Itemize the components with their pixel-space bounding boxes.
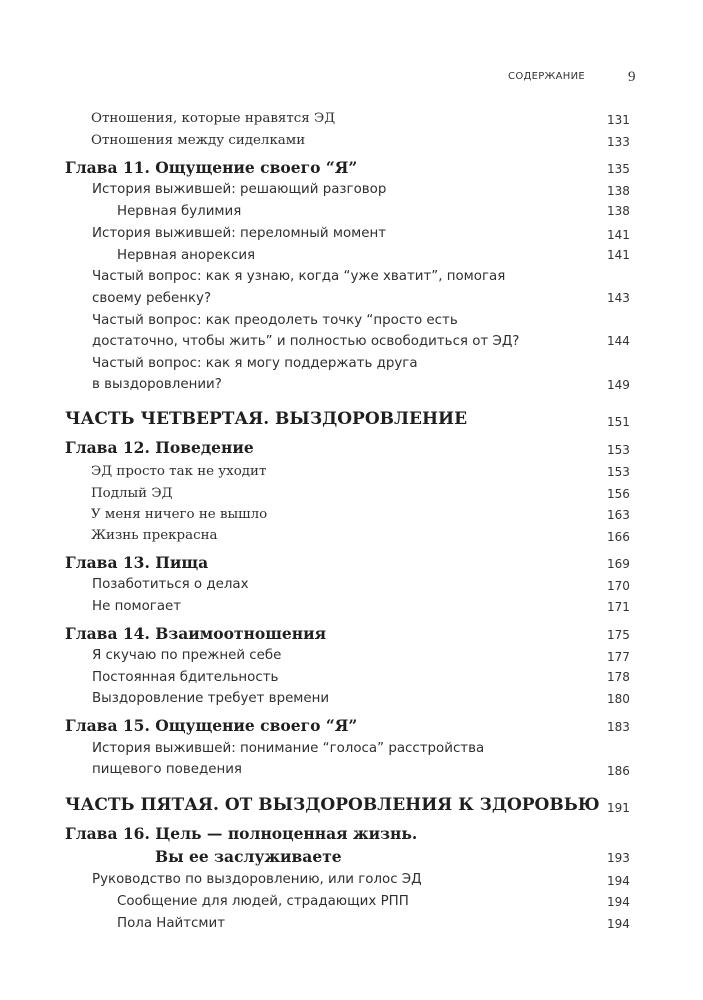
toc-subentry — [0, 204, 703, 226]
toc-entry-title: Частый вопрос: как преодолеть точку “просто есть — [92, 313, 458, 328]
toc-entry-title: достаточно, чтобы жить” и полностью освободиться от ЭД? — [92, 334, 520, 349]
toc-entry-page: 141 — [607, 228, 630, 242]
toc-entry — [0, 356, 703, 378]
toc-entry — [0, 291, 703, 313]
toc-entry-title: Нервная булимия — [117, 204, 242, 219]
toc-entry — [0, 599, 703, 621]
toc-entry-page: 141 — [607, 248, 630, 262]
toc-entry-title: Частый вопрос: как я узнаю, когда “уже хватит”, помогая — [92, 269, 506, 284]
toc-subentry — [0, 894, 703, 916]
toc-entry — [0, 648, 703, 670]
toc-entry-title: своему ребенку? — [92, 291, 212, 306]
toc-entry-title: Постоянная бдительность — [92, 670, 279, 685]
toc-part-title: ЧАСТЬ ПЯТАЯ. ОТ ВЫЗДОРОВЛЕНИЯ К ЗДОРОВЬЮ — [65, 795, 600, 815]
page-number: 9 — [628, 69, 636, 85]
toc-entry-title: Не помогает — [92, 599, 182, 614]
toc-entry-title: Сообщение для людей, страдающих РПП — [117, 894, 409, 909]
toc-chapter — [0, 624, 703, 646]
toc-entry-page: 186 — [607, 764, 630, 778]
toc-entry-page: 193 — [607, 851, 630, 865]
toc-entry-page: 194 — [607, 874, 630, 888]
toc-entry — [0, 507, 703, 529]
toc-entry-page: 178 — [607, 670, 630, 684]
toc-entry-page: 153 — [607, 443, 630, 457]
toc-chapter — [0, 158, 703, 180]
toc-entry-title: История выжившей: понимание “голоса” расстройства — [92, 741, 485, 756]
toc-entry — [0, 313, 703, 335]
toc-chapter-title: Глава 13. Пища — [65, 553, 209, 572]
toc-entry — [0, 486, 703, 508]
toc-entry-title: Я скучаю по прежней себе — [92, 648, 282, 663]
toc-entry — [0, 334, 703, 356]
toc-entry — [0, 226, 703, 248]
toc-entry-title: Подлый ЭД — [91, 486, 173, 501]
toc-entry-title: Руководство по выздоровлению, или голос ЭД — [92, 872, 422, 887]
toc-entry-title: Нервная анорексия — [117, 248, 256, 263]
toc-entry-page: 143 — [607, 291, 630, 305]
toc-entry-page: 131 — [607, 113, 630, 127]
toc-entry — [0, 872, 703, 894]
toc-entry-page: 151 — [607, 415, 630, 429]
toc-entry — [0, 269, 703, 291]
running-header-section: СОДЕРЖАНИЕ — [508, 71, 585, 82]
toc-chapter — [0, 824, 703, 846]
toc-entry — [0, 691, 703, 713]
toc-entry-page: 166 — [607, 530, 630, 544]
running-header — [0, 69, 703, 89]
toc-entry — [0, 528, 703, 550]
toc-entry-page: 135 — [607, 162, 630, 176]
toc-entry-page: 169 — [607, 557, 630, 571]
toc-entry-page: 191 — [607, 801, 630, 815]
toc-chapter — [0, 553, 703, 575]
toc-chapter-title: Глава 15. Ощущение своего “Я” — [65, 716, 358, 735]
toc-entry — [0, 741, 703, 763]
toc-chapter-title: Глава 16. Цель — полноценная жизнь. — [65, 824, 418, 843]
toc-entry-page: 138 — [607, 184, 630, 198]
toc-entry-page: 153 — [607, 465, 630, 479]
toc-entry-title: Отношения, которые нравятся ЭД — [91, 111, 336, 126]
toc-entry-page: 194 — [607, 917, 630, 931]
toc-part-title: ЧАСТЬ ЧЕТВЕРТАЯ. ВЫЗДОРОВЛЕНИЕ — [65, 409, 468, 429]
toc-entry-title: в выздоровлении? — [92, 377, 222, 392]
toc-entry-page: 144 — [607, 334, 630, 348]
toc-entry-page: 149 — [607, 378, 630, 392]
toc-entry-title: История выжившей: переломный момент — [92, 226, 387, 241]
toc-chapter-title: Глава 12. Поведение — [65, 438, 254, 457]
toc-chapter-continuation — [0, 847, 703, 869]
toc-entry-page: 138 — [607, 204, 630, 218]
toc-entry — [0, 111, 703, 133]
toc-subentry — [0, 916, 703, 938]
toc-entry-title: пищевого поведения — [92, 762, 242, 777]
toc-entry-page: 183 — [607, 720, 630, 734]
toc-part — [0, 795, 703, 817]
toc-chapter — [0, 716, 703, 738]
toc-entry-title: Выздоровление требует времени — [92, 691, 330, 706]
toc-entry-title: У меня ничего не вышло — [91, 507, 268, 522]
toc-entry — [0, 464, 703, 486]
toc-entry — [0, 377, 703, 399]
toc-entry-page: 170 — [607, 579, 630, 593]
toc-chapter-title: Глава 14. Взаимоотношения — [65, 624, 327, 643]
toc-entry — [0, 762, 703, 784]
toc-entry-page: 180 — [607, 692, 630, 706]
toc-entry-page: 175 — [607, 628, 630, 642]
toc-entry-page: 156 — [607, 487, 630, 501]
toc-entry-title: Жизнь прекрасна — [91, 528, 218, 543]
toc-entry — [0, 182, 703, 204]
toc-subentry — [0, 248, 703, 270]
toc-entry-page: 177 — [607, 650, 630, 664]
toc-entry — [0, 133, 703, 155]
toc-entry-title: ЭД просто так не уходит — [91, 464, 267, 479]
toc-chapter-title: Глава 11. Ощущение своего “Я” — [65, 158, 358, 177]
toc-entry — [0, 577, 703, 599]
toc-chapter-title: Вы ее заслуживаете — [155, 847, 342, 866]
toc-entry — [0, 670, 703, 692]
toc-entry-title: История выжившей: решающий разговор — [92, 182, 387, 197]
toc-entry-title: Пола Найтсмит — [117, 916, 226, 931]
toc-part — [0, 409, 703, 431]
toc-entry-title: Позаботиться о делах — [92, 577, 249, 592]
toc-entry-title: Отношения между сиделками — [91, 133, 306, 148]
toc-entry-page: 133 — [607, 135, 630, 149]
toc-chapter — [0, 438, 703, 460]
toc-entry-page: 194 — [607, 895, 630, 909]
toc-entry-page: 171 — [607, 600, 630, 614]
toc-entry-title: Частый вопрос: как я могу поддержать друга — [92, 356, 418, 371]
toc-entry-page: 163 — [607, 508, 630, 522]
